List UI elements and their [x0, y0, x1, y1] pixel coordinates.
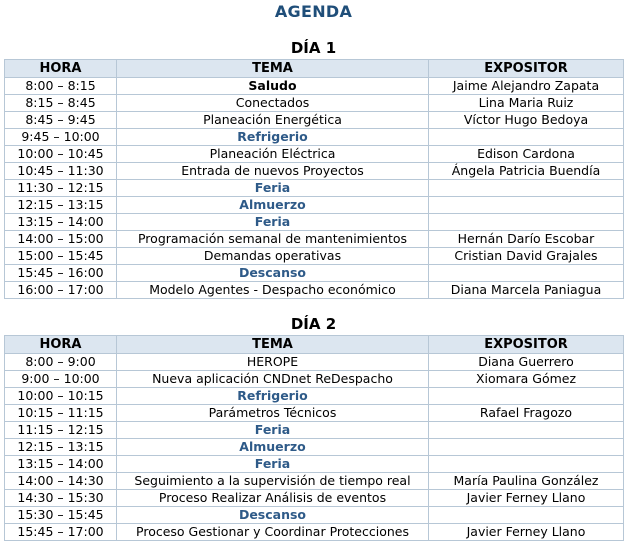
day-2-table: [4, 335, 624, 541]
speaker-cell: [429, 129, 624, 146]
time-cell: 10:45 – 11:30: [5, 163, 117, 180]
table-row: [5, 456, 624, 473]
topic-cell: Feria: [117, 180, 429, 197]
day-2-title: DÍA 2: [290, 315, 337, 333]
table-row: [5, 354, 624, 371]
table-row: [5, 197, 624, 214]
time-cell: 14:00 – 14:30: [5, 473, 117, 490]
speaker-cell: [429, 214, 624, 231]
table-row: [5, 231, 624, 248]
speaker-cell: [429, 456, 624, 473]
topic-cell: Descanso: [117, 507, 429, 524]
table-row: [5, 78, 624, 95]
header-hora: HORA: [5, 60, 117, 78]
table-row: [5, 524, 624, 541]
speaker-cell: Javier Ferney Llano: [429, 490, 624, 507]
speaker-cell: [429, 388, 624, 405]
topic-cell: Saludo: [117, 78, 429, 95]
topic-cell: Parámetros Técnicos: [117, 405, 429, 422]
topic-cell: Planeación Eléctrica: [117, 146, 429, 163]
topic-cell: Almuerzo: [117, 439, 429, 456]
topic-cell: Conectados: [117, 95, 429, 112]
time-cell: 9:45 – 10:00: [5, 129, 117, 146]
table-row: [5, 388, 624, 405]
header-hora: HORA: [5, 336, 117, 354]
speaker-cell: Edison Cardona: [429, 146, 624, 163]
topic-cell: Feria: [117, 422, 429, 439]
table-row: [5, 129, 624, 146]
day-1-table: [4, 59, 624, 299]
time-cell: 10:00 – 10:45: [5, 146, 117, 163]
time-cell: 8:00 – 8:15: [5, 78, 117, 95]
time-cell: 15:00 – 15:45: [5, 248, 117, 265]
table-header-row: [5, 60, 624, 78]
speaker-cell: Hernán Darío Escobar: [429, 231, 624, 248]
table-row: [5, 405, 624, 422]
time-cell: 13:15 – 14:00: [5, 214, 117, 231]
topic-cell: Seguimiento a la supervisión de tiempo real: [117, 473, 429, 490]
time-cell: 8:00 – 9:00: [5, 354, 117, 371]
time-cell: 16:00 – 17:00: [5, 282, 117, 299]
speaker-cell: [429, 197, 624, 214]
table-row: [5, 371, 624, 388]
speaker-cell: Rafael Fragozo: [429, 405, 624, 422]
table-row: [5, 282, 624, 299]
time-cell: 14:00 – 15:00: [5, 231, 117, 248]
speaker-cell: Jaime Alejandro Zapata: [429, 78, 624, 95]
topic-cell: Proceso Realizar Análisis de eventos: [117, 490, 429, 507]
topic-cell: Entrada de nuevos Proyectos: [117, 163, 429, 180]
speaker-cell: [429, 265, 624, 282]
speaker-cell: María Paulina González: [429, 473, 624, 490]
topic-cell: Refrigerio: [117, 388, 429, 405]
topic-cell: Nueva aplicación CNDnet ReDespacho: [117, 371, 429, 388]
topic-cell: HEROPE: [117, 354, 429, 371]
table-row: [5, 180, 624, 197]
speaker-cell: Diana Marcela Paniagua: [429, 282, 624, 299]
time-cell: 10:15 – 11:15: [5, 405, 117, 422]
speaker-cell: [429, 422, 624, 439]
table-row: [5, 422, 624, 439]
speaker-cell: Víctor Hugo Bedoya: [429, 112, 624, 129]
speaker-cell: [429, 180, 624, 197]
topic-cell: Feria: [117, 214, 429, 231]
table-header-row: [5, 336, 624, 354]
speaker-cell: Xiomara Gómez: [429, 371, 624, 388]
time-cell: 13:15 – 14:00: [5, 456, 117, 473]
topic-cell: Refrigerio: [117, 129, 429, 146]
topic-cell: Descanso: [117, 265, 429, 282]
topic-cell: Planeación Energética: [117, 112, 429, 129]
time-cell: 9:00 – 10:00: [5, 371, 117, 388]
header-expositor: EXPOSITOR: [429, 336, 624, 354]
speaker-cell: [429, 439, 624, 456]
table-row: [5, 490, 624, 507]
header-tema: TEMA: [117, 336, 429, 354]
time-cell: 15:30 – 15:45: [5, 507, 117, 524]
time-cell: 11:15 – 12:15: [5, 422, 117, 439]
topic-cell: Programación semanal de mantenimientos: [117, 231, 429, 248]
time-cell: 15:45 – 17:00: [5, 524, 117, 541]
speaker-cell: Ángela Patricia Buendía: [429, 163, 624, 180]
table-row: [5, 265, 624, 282]
time-cell: 11:30 – 12:15: [5, 180, 117, 197]
table-row: [5, 146, 624, 163]
speaker-cell: Lina Maria Ruiz: [429, 95, 624, 112]
table-row: [5, 163, 624, 180]
topic-cell: Proceso Gestionar y Coordinar Protecciones: [117, 524, 429, 541]
time-cell: 10:00 – 10:15: [5, 388, 117, 405]
speaker-cell: Cristian David Grajales: [429, 248, 624, 265]
time-cell: 14:30 – 15:30: [5, 490, 117, 507]
time-cell: 12:15 – 13:15: [5, 439, 117, 456]
table-row: [5, 214, 624, 231]
table-row: [5, 507, 624, 524]
header-expositor: EXPOSITOR: [429, 60, 624, 78]
time-cell: 8:15 – 8:45: [5, 95, 117, 112]
speaker-cell: Javier Ferney Llano: [429, 524, 624, 541]
time-cell: 12:15 – 13:15: [5, 197, 117, 214]
topic-cell: Feria: [117, 456, 429, 473]
day-1-title: DÍA 1: [290, 39, 337, 57]
table-row: [5, 112, 624, 129]
time-cell: 15:45 – 16:00: [5, 265, 117, 282]
topic-cell: Modelo Agentes - Despacho económico: [117, 282, 429, 299]
speaker-cell: Diana Guerrero: [429, 354, 624, 371]
topic-cell: Demandas operativas: [117, 248, 429, 265]
table-row: [5, 248, 624, 265]
table-row: [5, 439, 624, 456]
topic-cell: Almuerzo: [117, 197, 429, 214]
page-title: AGENDA: [274, 2, 353, 21]
speaker-cell: [429, 507, 624, 524]
table-row: [5, 473, 624, 490]
table-row: [5, 95, 624, 112]
header-tema: TEMA: [117, 60, 429, 78]
time-cell: 8:45 – 9:45: [5, 112, 117, 129]
